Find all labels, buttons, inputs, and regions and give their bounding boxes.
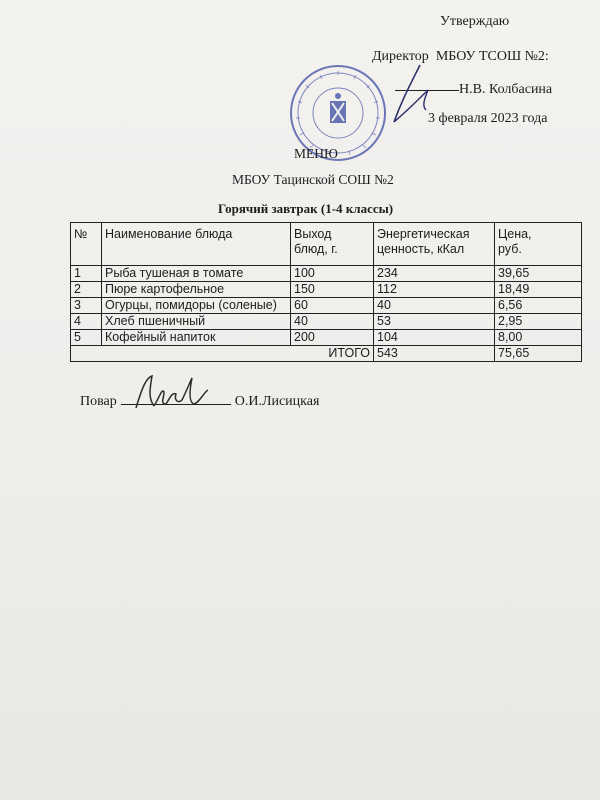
director-prefix: Директор [372, 49, 429, 64]
row-num: 4 [71, 314, 102, 330]
table-row [71, 330, 582, 346]
row-output: 100 [291, 266, 374, 282]
row-num: 2 [71, 282, 102, 298]
document-title: МЕНЮ [294, 146, 338, 161]
director-signature-icon [380, 60, 450, 130]
header-name: Наименование блюда [102, 223, 291, 266]
school-name: МБОУ Тацинской СОШ №2 [232, 172, 394, 187]
row-num: 1 [71, 266, 102, 282]
row-name: Хлеб пшеничный [102, 314, 291, 330]
table-row [71, 298, 582, 314]
row-price: 2,95 [495, 314, 582, 330]
header-num: № [71, 223, 102, 266]
row-output: 150 [291, 282, 374, 298]
row-name: Пюре картофельное [102, 282, 291, 298]
total-row [71, 346, 582, 362]
header-price-line2: руб. [498, 242, 522, 256]
header-price [495, 223, 582, 266]
row-name: Кофейный напиток [102, 330, 291, 346]
header-energy-line2: ценность, кКал [377, 242, 465, 256]
menu-table [70, 222, 582, 362]
header-output [291, 223, 374, 266]
row-name: Огурцы, помидоры (соленые) [102, 298, 291, 314]
row-energy: 234 [374, 266, 495, 282]
row-energy: 40 [374, 298, 495, 314]
row-num: 3 [71, 298, 102, 314]
header-output-line1: Выход [294, 227, 332, 241]
section-title: Горячий завтрак (1-4 классы) [218, 201, 394, 216]
header-output-line2: блюд, г. [294, 242, 338, 256]
row-price: 39,65 [495, 266, 582, 282]
approval-date: 3 февраля 2023 года [428, 111, 548, 126]
row-energy: 112 [374, 282, 495, 298]
row-num: 5 [71, 330, 102, 346]
row-energy: 53 [374, 314, 495, 330]
total-label: ИТОГО [71, 346, 374, 362]
row-output: 200 [291, 330, 374, 346]
cook-name: О.И.Лисицкая [234, 394, 320, 409]
table-row [71, 266, 582, 282]
total-energy: 543 [374, 346, 495, 362]
row-energy: 104 [374, 330, 495, 346]
row-price: 6,56 [495, 298, 582, 314]
row-name: Рыба тушеная в томате [102, 266, 291, 282]
director-name: Н.В. Колбасина [459, 82, 553, 97]
header-price-line1: Цена, [498, 227, 532, 241]
table-row [71, 314, 582, 330]
row-output: 40 [291, 314, 374, 330]
approval-heading: Утверждаю [440, 14, 510, 29]
table-row [71, 282, 582, 298]
row-output: 60 [291, 298, 374, 314]
header-energy-line1: Энергетическая [377, 227, 470, 241]
header-energy [374, 223, 495, 266]
cook-signature-icon [130, 368, 220, 418]
row-price: 18,49 [495, 282, 582, 298]
cook-label: Повар [80, 394, 117, 409]
table-header-row [71, 223, 582, 266]
school-short-name: МБОУ ТСОШ №2: [435, 49, 549, 64]
total-price: 75,65 [495, 346, 582, 362]
row-price: 8,00 [495, 330, 582, 346]
